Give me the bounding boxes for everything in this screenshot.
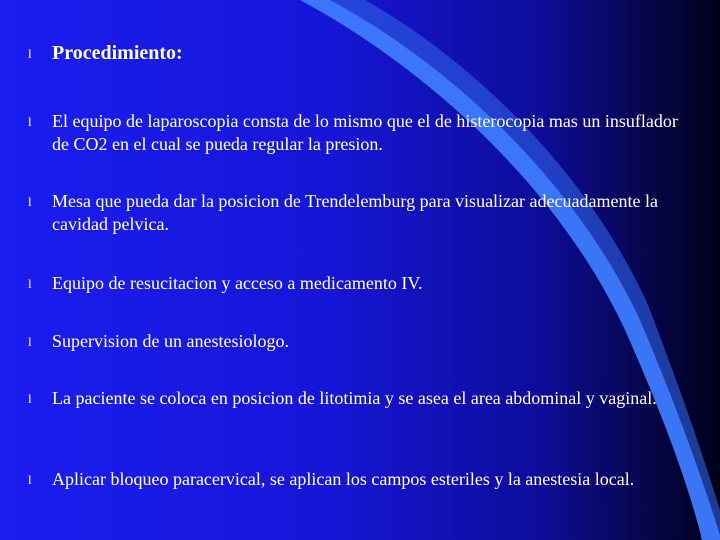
bullet-icon: l xyxy=(28,472,32,487)
bullet-icon: l xyxy=(28,114,32,129)
title-row xyxy=(28,42,698,65)
bullet-icon: l xyxy=(28,46,32,61)
bullet-item-5 xyxy=(28,387,698,410)
bullet-item-2 xyxy=(28,190,698,236)
slide-title: Procedimiento: xyxy=(52,42,183,64)
bullet-item-4 xyxy=(28,330,698,353)
bullet-text: Aplicar bloqueo paracervical, se aplican los campos esteriles y la anestesia local. xyxy=(52,469,635,489)
bullet-text: Equipo de resucitacion y acceso a medicamento IV. xyxy=(52,273,423,293)
bullet-item-3 xyxy=(28,272,698,295)
bullet-text: Supervision de un anestesiologo. xyxy=(52,331,289,351)
bullet-item-6 xyxy=(28,468,698,491)
bullet-text: El equipo de laparoscopia consta de lo mismo que el de histerocopia mas un insuflador de CO2 en el cual se pueda regular la presion. xyxy=(52,111,678,154)
bullet-icon: l xyxy=(28,334,32,349)
bullet-text: La paciente se coloca en posicion de litotimia y se asea el area abdominal y vaginal. xyxy=(52,388,657,408)
bullet-icon: l xyxy=(28,276,32,291)
bullet-text: Mesa que pueda dar la posicion de Trendelemburg para visualizar adecuadamente la cavidad pelvica. xyxy=(52,191,658,234)
bullet-icon: l xyxy=(28,391,32,406)
bullet-item-1 xyxy=(28,110,698,156)
bullet-icon: l xyxy=(28,194,32,209)
